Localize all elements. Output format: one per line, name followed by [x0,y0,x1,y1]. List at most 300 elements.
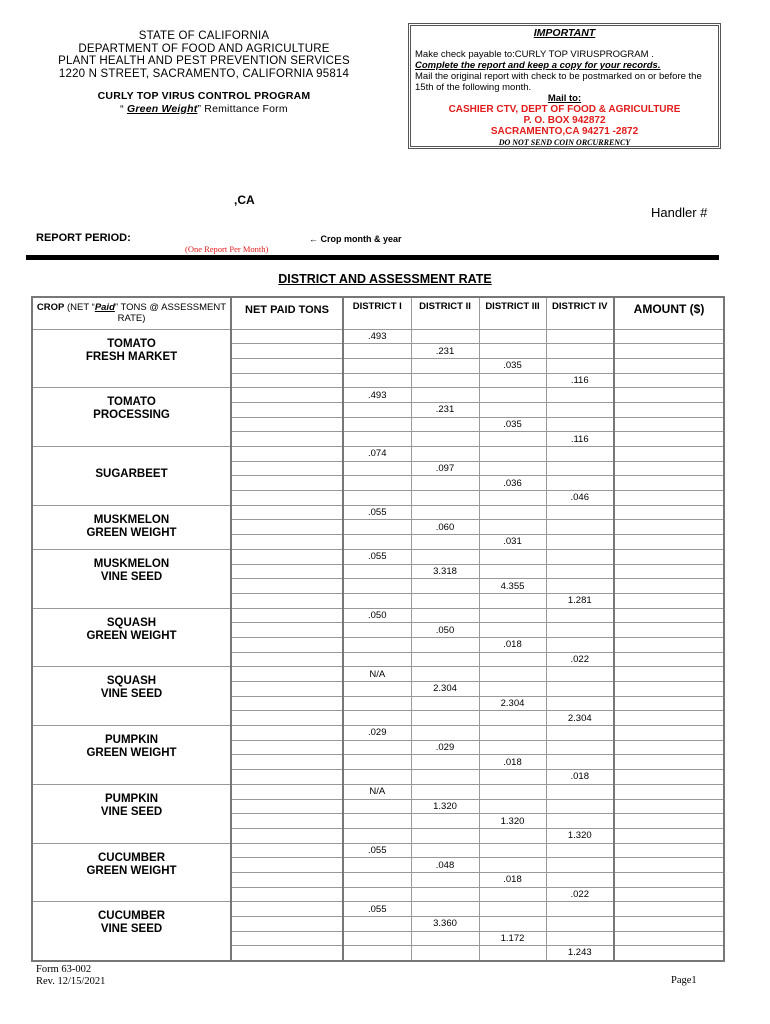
amount-input[interactable] [614,417,724,432]
empty-cell [546,799,614,814]
agency-line: STATE OF CALIFORNIA [138,30,270,42]
net-paid-tons-input[interactable] [231,373,343,388]
empty-cell [411,476,479,491]
amount-input[interactable] [614,726,724,741]
agency-header [28,30,380,115]
net-paid-tons-input[interactable] [231,799,343,814]
empty-cell [343,814,411,829]
net-paid-tons-input[interactable] [231,608,343,623]
net-paid-tons-input[interactable] [231,711,343,726]
assessment-rate: .036 [479,476,546,491]
empty-cell [479,946,546,961]
empty-cell [546,637,614,652]
empty-cell [411,593,479,608]
empty-cell [479,623,546,638]
crop-name-line: SUGARBEET [95,468,168,480]
crop-name-line: VINE SEED [100,923,163,936]
divider-rule [26,255,719,260]
empty-cell [411,946,479,961]
district-3-header: DISTRICT III [479,297,546,329]
net-paid-tons-input[interactable] [231,652,343,667]
empty-cell [343,858,411,873]
assessment-rate: 1.320 [546,828,614,843]
assessment-rate: 1.243 [546,946,614,961]
empty-cell [546,726,614,741]
assessment-table [31,296,725,962]
empty-cell [479,799,546,814]
empty-cell [411,637,479,652]
empty-cell [343,711,411,726]
empty-cell [343,476,411,491]
empty-cell [546,344,614,359]
net-paid-tons-input[interactable] [231,740,343,755]
empty-cell [411,828,479,843]
crop-name [32,608,231,667]
net-paid-tons-input[interactable] [231,814,343,829]
amount-input[interactable] [614,887,724,902]
assessment-rate: .018 [546,770,614,785]
net-paid-tons-input[interactable] [231,726,343,741]
assessment-rate: .035 [479,358,546,373]
amount-input[interactable] [614,402,724,417]
empty-cell [546,740,614,755]
district-2-header: DISTRICT II [411,297,479,329]
empty-cell [411,872,479,887]
empty-cell [546,872,614,887]
form-number [36,964,105,988]
crop-name-line: CUCUMBER [97,851,166,864]
empty-cell [411,887,479,902]
net-paid-tons-input[interactable] [231,432,343,447]
assessment-rate: .097 [411,461,479,476]
amount-input[interactable] [614,579,724,594]
empty-cell [479,887,546,902]
amount-input[interactable] [614,902,724,917]
net-paid-header: NET PAID TONS [231,297,343,329]
net-paid-tons-input[interactable] [231,358,343,373]
form-title-bold: Green Weight [127,102,198,115]
amount-input[interactable] [614,520,724,535]
amount-input[interactable] [614,696,724,711]
empty-cell [343,402,411,417]
net-paid-tons-input[interactable] [231,593,343,608]
empty-cell [343,828,411,843]
table-row [32,902,724,917]
crop-name-line: GREEN WEIGHT [86,526,177,539]
empty-cell [343,682,411,697]
crop-name-line: PROCESSING [93,409,170,422]
net-paid-tons-input[interactable] [231,402,343,417]
empty-cell [411,931,479,946]
amount-input[interactable] [614,917,724,932]
amount-input[interactable] [614,344,724,359]
empty-cell [546,623,614,638]
net-paid-tons-input[interactable] [231,770,343,785]
empty-cell [411,579,479,594]
crop-name [32,726,231,785]
empty-cell [411,814,479,829]
agency-line: PLANT HEALTH AND PEST PREVENTION SERVICES [58,55,350,67]
crop-name-line: PUMPKIN [104,734,159,747]
net-paid-tons-input[interactable] [231,447,343,462]
empty-cell [546,461,614,476]
amount-input[interactable] [614,872,724,887]
amount-input[interactable] [614,667,724,682]
empty-cell [479,520,546,535]
empty-cell [546,447,614,462]
mail-address-1: CASHIER CTV, DEPT OF FOOD & AGRICULTURE [448,104,681,115]
crop-name-line: VINE SEED [100,688,163,701]
amount-input[interactable] [614,476,724,491]
amount-input[interactable] [614,549,724,564]
amount-input[interactable] [614,682,724,697]
empty-cell [479,432,546,447]
table-row [32,726,724,741]
assessment-rate: .031 [479,535,546,550]
empty-cell [343,623,411,638]
amount-input[interactable] [614,373,724,388]
empty-cell [546,329,614,344]
table-row [32,388,724,403]
assessment-rate: 1.320 [411,799,479,814]
amount-input[interactable] [614,447,724,462]
crop-name-line: TOMATO [107,337,156,350]
table-row [32,784,724,799]
amount-input[interactable] [614,388,724,403]
program-title: CURLY TOP VIRUS CONTROL PROGRAM [97,90,311,102]
assessment-rate: 2.304 [546,711,614,726]
crop-name-line: SQUASH [106,675,157,688]
assessment-rate: .035 [479,417,546,432]
form-title: “ Green Weight” Remittance Form [120,102,288,115]
postmark-line: Mail the original report with check to be postmarked on or before the 15th of the following month. [415,71,702,93]
net-paid-tons-input[interactable] [231,784,343,799]
empty-cell [479,344,546,359]
empty-cell [546,931,614,946]
empty-cell [343,579,411,594]
empty-cell [411,667,479,682]
empty-cell [411,770,479,785]
net-paid-tons-input[interactable] [231,344,343,359]
amount-input[interactable] [614,535,724,550]
net-paid-tons-input[interactable] [231,682,343,697]
empty-cell [343,535,411,550]
empty-cell [479,564,546,579]
net-paid-tons-input[interactable] [231,946,343,961]
empty-cell [479,447,546,462]
empty-cell [411,505,479,520]
city-state-field[interactable]: ,CA [234,193,255,207]
net-paid-tons-input[interactable] [231,637,343,652]
assessment-rate: .029 [343,726,411,741]
mail-address-3: SACRAMENTO,CA 94271 -2872 [490,126,639,137]
empty-cell [411,696,479,711]
amount-input[interactable] [614,946,724,961]
empty-cell [546,476,614,491]
assessment-rate: .018 [479,872,546,887]
crop-name-line: TOMATO [107,396,156,409]
empty-cell [479,858,546,873]
net-paid-tons-input[interactable] [231,667,343,682]
mail-to-label: Mail to: [547,93,582,104]
assessment-rate: .055 [343,505,411,520]
assessment-rate: .493 [343,388,411,403]
amount-input[interactable] [614,637,724,652]
crop-name-line: FRESH MARKET [85,350,178,363]
empty-cell [479,667,546,682]
empty-cell [546,902,614,917]
assessment-rate: .231 [411,402,479,417]
assessment-rate: .055 [343,843,411,858]
empty-cell [411,902,479,917]
assessment-rate: .018 [479,637,546,652]
empty-cell [479,329,546,344]
empty-cell [479,828,546,843]
handler-number-field[interactable]: Handler # [651,205,708,220]
net-paid-tons-input[interactable] [231,579,343,594]
empty-cell [479,917,546,932]
amount-input[interactable] [614,593,724,608]
empty-cell [411,843,479,858]
net-paid-tons-input[interactable] [231,329,343,344]
empty-cell [479,608,546,623]
assessment-rate: .029 [411,740,479,755]
assessment-rate: .050 [411,623,479,638]
net-paid-tons-input[interactable] [231,931,343,946]
empty-cell [546,784,614,799]
empty-cell [411,652,479,667]
empty-cell [546,417,614,432]
empty-cell [343,593,411,608]
amount-input[interactable] [614,329,724,344]
table-row [32,608,724,623]
assessment-rate: .022 [546,652,614,667]
crop-name [32,447,231,506]
crop-name-line [33,455,230,468]
net-paid-tons-input[interactable] [231,520,343,535]
net-paid-tons-input[interactable] [231,696,343,711]
amount-input[interactable] [614,608,724,623]
assessment-rate: 1.320 [479,814,546,829]
net-paid-tons-input[interactable] [231,887,343,902]
empty-cell [411,432,479,447]
net-paid-tons-input[interactable] [231,417,343,432]
empty-cell [411,417,479,432]
net-paid-tons-input[interactable] [231,917,343,932]
empty-cell [343,931,411,946]
amount-input[interactable] [614,799,724,814]
empty-cell [479,402,546,417]
empty-cell [411,711,479,726]
empty-cell [343,417,411,432]
empty-cell [479,593,546,608]
amount-input[interactable] [614,623,724,638]
assessment-rate: .046 [546,491,614,506]
crop-name-line: GREEN WEIGHT [86,864,177,877]
empty-cell [479,461,546,476]
net-paid-tons-input[interactable] [231,623,343,638]
empty-cell [343,917,411,932]
amount-input[interactable] [614,858,724,873]
assessment-rate: 3.318 [411,564,479,579]
table-row [32,549,724,564]
assessment-rate: .055 [343,549,411,564]
net-paid-tons-input[interactable] [231,902,343,917]
empty-cell [546,579,614,594]
crop-name [32,902,231,961]
empty-cell [411,755,479,770]
net-paid-tons-input[interactable] [231,535,343,550]
amount-input[interactable] [614,461,724,476]
empty-cell [479,902,546,917]
empty-cell [546,608,614,623]
net-paid-tons-input[interactable] [231,755,343,770]
empty-cell [343,344,411,359]
empty-cell [546,682,614,697]
district-title: DISTRICT AND ASSESSMENT RATE [278,272,492,286]
assessment-rate: 3.360 [411,917,479,932]
empty-cell [546,520,614,535]
net-paid-tons-input[interactable] [231,388,343,403]
district-4-header: DISTRICT IV [546,297,614,329]
crop-name-line: MUSKMELON [93,513,170,526]
important-title: IMPORTANT [533,27,596,39]
empty-cell [479,843,546,858]
amount-input[interactable] [614,843,724,858]
empty-cell [479,549,546,564]
empty-cell [546,755,614,770]
agency-line: 1220 N STREET, SACRAMENTO, CALIFORNIA 95814 [58,67,350,80]
empty-cell [411,373,479,388]
empty-cell [546,505,614,520]
empty-cell [343,373,411,388]
assessment-rate: .055 [343,902,411,917]
empty-cell [411,608,479,623]
amount-input[interactable] [614,564,724,579]
district-1-header: DISTRICT I [343,297,411,329]
page-number: Page1 [671,975,697,986]
empty-cell [546,696,614,711]
empty-cell [546,667,614,682]
net-paid-tons-input[interactable] [231,491,343,506]
table-row [32,505,724,520]
assessment-rate: 1.281 [546,593,614,608]
empty-cell [411,726,479,741]
form-id: Form 63-002 [36,964,92,975]
revision-date: Rev. 12/15/2021 [36,976,106,987]
net-paid-tons-input[interactable] [231,828,343,843]
empty-cell [343,637,411,652]
empty-cell [546,388,614,403]
net-paid-tons-input[interactable] [231,461,343,476]
empty-cell [411,447,479,462]
empty-cell [479,784,546,799]
empty-cell [411,535,479,550]
amount-input[interactable] [614,505,724,520]
empty-cell [479,726,546,741]
amount-input[interactable] [614,652,724,667]
empty-cell [479,505,546,520]
crop-name-line: CUCUMBER [97,910,166,923]
net-paid-tons-input[interactable] [231,476,343,491]
empty-cell [479,740,546,755]
crop-name-line: VINE SEED [100,805,163,818]
assessment-rate: .022 [546,887,614,902]
amount-input[interactable] [614,740,724,755]
empty-cell [343,652,411,667]
net-paid-tons-input[interactable] [231,872,343,887]
empty-cell [343,491,411,506]
net-paid-tons-input[interactable] [231,564,343,579]
table-row [32,447,724,462]
empty-cell [479,682,546,697]
crop-name [32,329,231,388]
net-paid-tons-input[interactable] [231,505,343,520]
assessment-rate: .493 [343,329,411,344]
amount-input[interactable] [614,432,724,447]
empty-cell [411,549,479,564]
crop-month-hint: ← Crop month & year [309,234,402,244]
assessment-rate: .018 [479,755,546,770]
empty-cell [479,373,546,388]
net-paid-tons-input[interactable] [231,858,343,873]
empty-cell [343,432,411,447]
empty-cell [479,491,546,506]
empty-cell [546,858,614,873]
amount-input[interactable] [614,755,724,770]
no-coin-notice: DO NOT SEND COIN ORCURRENCY [498,138,631,147]
assessment-rate: N/A [343,784,411,799]
empty-cell [546,814,614,829]
net-paid-tons-input[interactable] [231,843,343,858]
amount-input[interactable] [614,931,724,946]
amount-input[interactable] [614,491,724,506]
amount-input[interactable] [614,814,724,829]
crop-name [32,784,231,843]
payable-line: Make check payable to:CURLY TOP VIRUSPROGRAM . [415,49,654,60]
empty-cell [479,711,546,726]
report-period-label: REPORT PERIOD: [36,232,131,244]
crop-name-line: GREEN WEIGHT [86,747,177,760]
crop-name-line: PUMPKIN [104,792,159,805]
empty-cell [546,917,614,932]
empty-cell [343,564,411,579]
table-row [32,329,724,344]
amount-input[interactable] [614,358,724,373]
empty-cell [479,652,546,667]
assessment-rate: N/A [343,667,411,682]
assessment-rate: 4.355 [479,579,546,594]
empty-cell [343,887,411,902]
crop-name [32,667,231,726]
amount-header: AMOUNT ($) [614,297,724,329]
crop-name-line: VINE SEED [100,570,163,583]
empty-cell [479,388,546,403]
assessment-rate: .074 [343,447,411,462]
amount-input[interactable] [614,828,724,843]
assessment-rate: .048 [411,858,479,873]
empty-cell [343,872,411,887]
net-paid-tons-input[interactable] [231,549,343,564]
amount-input[interactable] [614,770,724,785]
crop-name [32,505,231,549]
one-report-note: (One Report Per Month) [185,244,269,254]
assessment-rate: 2.304 [479,696,546,711]
amount-input[interactable] [614,784,724,799]
amount-input[interactable] [614,711,724,726]
empty-cell [546,843,614,858]
empty-cell [343,520,411,535]
